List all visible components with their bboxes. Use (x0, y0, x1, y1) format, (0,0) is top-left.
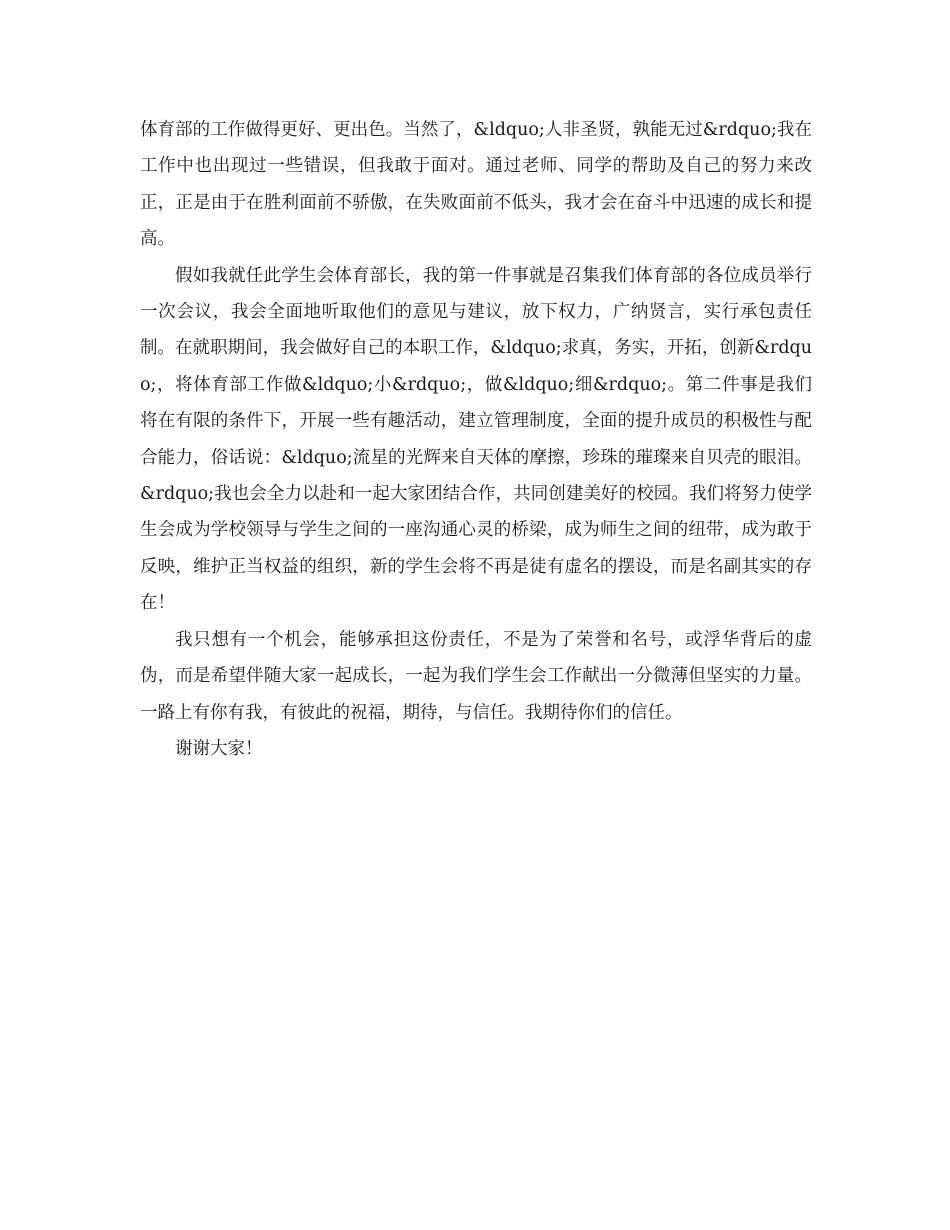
document-body (140, 112, 812, 767)
paragraph-wish: 我只想有一个机会，能够承担这份责任，不是为了荣誉和名号，或浮华背后的虚伪，而是希望伴随大家一起成长，一起为我们学生会工作献出一分微薄但坚实的力量。一路上有你有我，有彼此的祝福，期待，与信任。我期待你们的信任。 (140, 629, 812, 723)
paragraph-plan: 假如我就任此学生会体育部长，我的第一件事就是召集我们体育部的各位成员举行一次会议，我会全面地听取他们的意见与建议，放下权力，广纳贤言，实行承包责任制。在就职期间，我会做好自己的本职工作，&ldquo;求真，务实，开拓，创新&rdquo;，将体育部工作做&ldquo;小&rdquo;，做&ldquo;细&rdquo;。第二件事是我们将在有限的条件下，开展一些有趣活动，建立管理制度，全面的提升成员的积极性与配合能力，俗话说：&ldquo;流星的光辉来自天体的摩擦，珍珠的璀璨来自贝壳的眼泪。&rdquo;我也会全力以赴和一起大家团结合作，共同创建美好的校园。我们将努力使学生会成为学校领导与学生之间的一座沟通心灵的桥梁，成为师生之间的纽带，成为敢于反映，维护正当权益的组织，新的学生会将不再是徒有虚名的摆设，而是名副其实的存在！ (140, 265, 812, 614)
paragraph-continuation: 体育部的工作做得更好、更出色。当然了，&ldquo;人非圣贤，孰能无过&rdquo;我在工作中也出现过一些错误，但我敢于面对。通过老师、同学的帮助及自己的努力来改正，正是由于在胜利面前不骄傲，在失败面前不低头，我才会在奋斗中迅速的成长和提高。 (140, 120, 812, 250)
paragraph-thanks: 谢谢大家！ (175, 738, 263, 759)
